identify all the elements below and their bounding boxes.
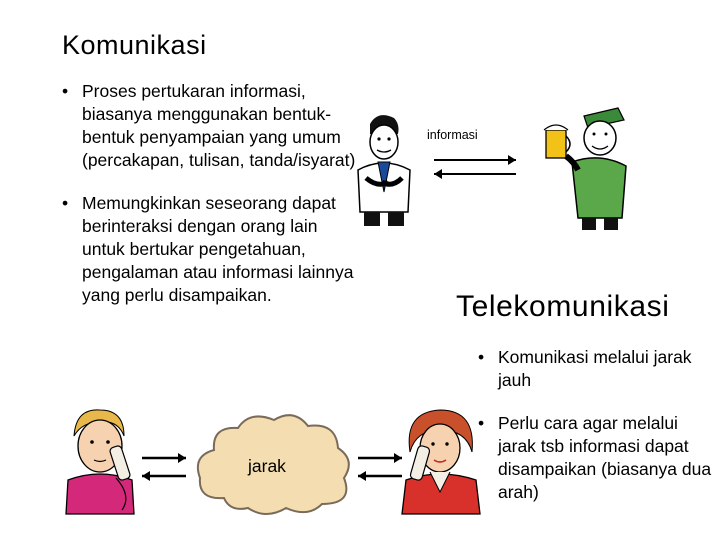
komunikasi-bullet-list (62, 80, 362, 327)
bullet-item: • Komunikasi melalui jarak jauh (478, 346, 718, 392)
bullet-item: • Perlu cara agar melalui jarak tsb informasi dapat disampaikan (biasanya dua arah) (478, 412, 718, 504)
woman-on-phone-illustration (400, 406, 482, 514)
man-with-beer-illustration (540, 100, 640, 232)
man-in-suit-illustration (348, 112, 420, 230)
distance-arrows-right (356, 452, 404, 482)
information-exchange-arrows (430, 152, 520, 182)
telekomunikasi-bullet-list (478, 346, 718, 524)
arrow-label-informasi: informasi (427, 128, 478, 142)
slide-title: Komunikasi (62, 30, 207, 60)
boy-on-phone-illustration (62, 406, 138, 514)
telekomunikasi-title: Telekomunikasi (456, 290, 670, 323)
bullet-item: • Proses pertukaran informasi, biasanya menggunakan bentuk-bentuk penyampaian yang umum (percakapan, tulisan, tanda/isyarat) (62, 80, 362, 172)
cloud-label-jarak: jarak (248, 456, 286, 476)
distance-arrows-left (140, 452, 188, 482)
bullet-item: • Memungkinkan seseorang dapat berinteraksi dengan orang lain untuk bertukar pengetahuan, pengalaman atau informasi lainnya yang perlu disampaikan. (62, 192, 362, 307)
